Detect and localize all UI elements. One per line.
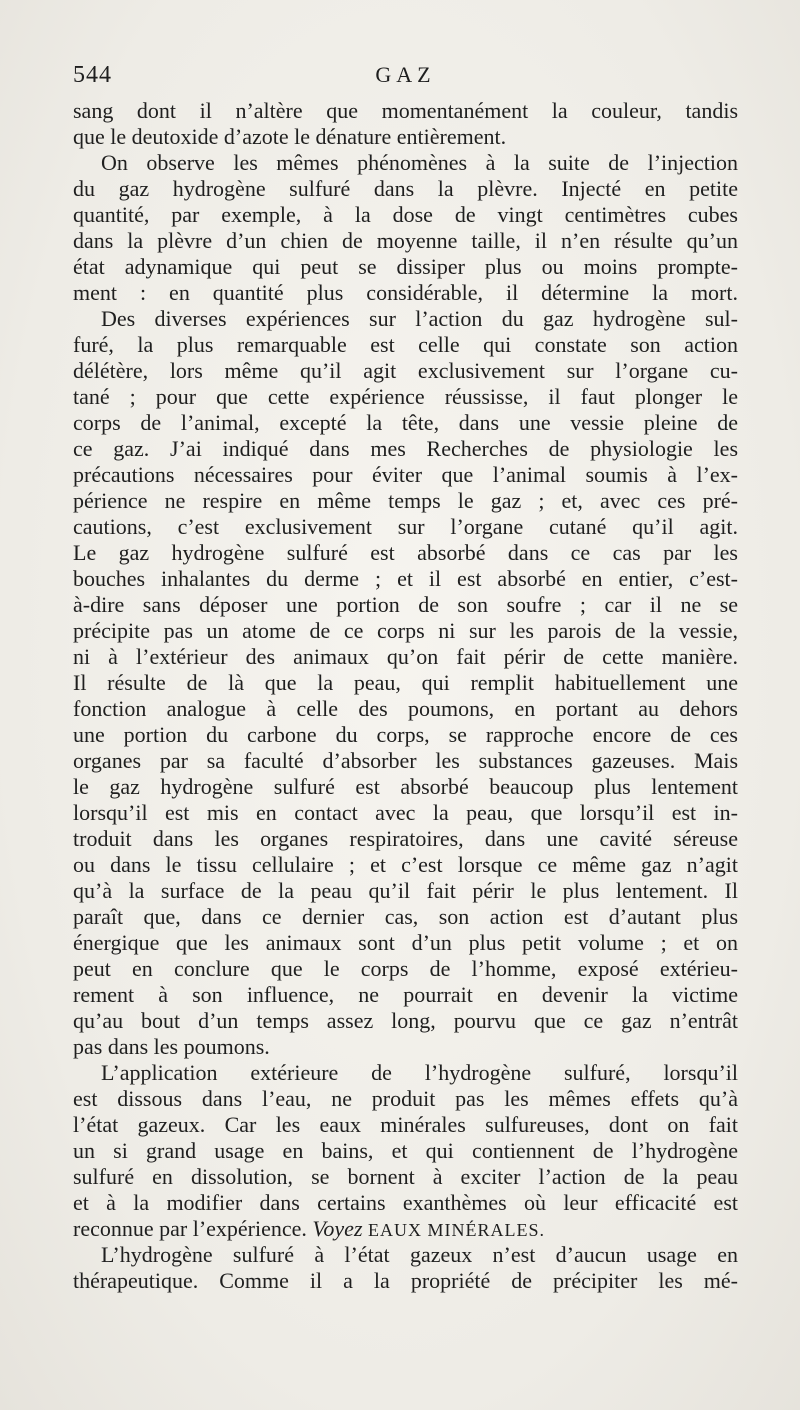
- text-line: ni à l’extérieur des animaux qu’on fait périr de cette manière.: [73, 644, 738, 669]
- text-line: état adynamique qui peut se dissiper plus ou moins prompte-: [73, 254, 738, 279]
- text-line: l’état gazeux. Car les eaux minérales sulfureuses, dont on fait: [73, 1112, 738, 1137]
- voyez-italic: Voyez: [312, 1216, 363, 1241]
- paragraph-first-line: Des diverses expériences sur l’action du gaz hydrogène sul-: [101, 306, 738, 331]
- text-line: peut en conclure que le corps de l’homme, exposé extérieu-: [73, 956, 738, 981]
- text-line: fonction analogue à celle des poumons, en portant au dehors: [73, 696, 738, 721]
- text-line: tané ; pour que cette expérience réussisse, il faut plonger le: [73, 384, 738, 409]
- text-line: cautions, c’est exclusivement sur l’organe cutané qu’il agit.: [73, 514, 738, 539]
- text-line: ce gaz. J’ai indiqué dans mes Recherches de physiologie les: [73, 436, 738, 461]
- body-text: [73, 98, 738, 1294]
- text-line: Il résulte de là que la peau, qui remplit habituellement une: [73, 670, 738, 695]
- text-segment: reconnue par l’expérience.: [73, 1216, 307, 1241]
- text-line: que le deutoxide d’azote le dénature entièrement.: [73, 124, 507, 149]
- text-line: Le gaz hydrogène sulfuré est absorbé dans ce cas par les: [73, 540, 738, 565]
- text-line: un si grand usage en bains, et qui contiennent de l’hydrogène: [73, 1138, 738, 1163]
- text-line: périence ne respire en même temps le gaz ; et, avec ces pré-: [73, 488, 738, 513]
- paragraph-first-line: L’application extérieure de l’hydrogène sulfuré, lorsqu’il: [101, 1060, 738, 1085]
- text-line: lorsqu’il est mis en contact avec la peau, que lorsqu’il est in-: [73, 800, 738, 825]
- text-line: à-dire sans déposer une portion de son soufre ; car il ne se: [73, 592, 738, 617]
- text-line: sang dont il n’altère que momentanément la couleur, tandis: [73, 98, 738, 123]
- text-line: et à la modifier dans certains exanthèmes où leur efficacité est: [73, 1190, 738, 1215]
- paragraph-first-line: L’hydrogène sulfuré à l’état gazeux n’est d’aucun usage en: [101, 1242, 738, 1267]
- text-line: qu’au bout d’un temps assez long, pourvu que ce gaz n’entrât: [73, 1008, 738, 1033]
- text-line: précautions nécessaires pour éviter que l’animal soumis à l’ex-: [73, 462, 738, 487]
- text-line: une portion du carbone du corps, se rapproche encore de ces: [73, 722, 738, 747]
- paragraph-first-line: On observe les mêmes phénomènes à la suite de l’injection: [101, 150, 738, 175]
- text-line: est dissous dans l’eau, ne produit pas les mêmes effets qu’à: [73, 1086, 738, 1111]
- text-line: du gaz hydrogène sulfuré dans la plèvre. Injecté en petite: [73, 176, 738, 201]
- text-line: bouches inhalantes du derme ; et il est absorbé en entier, c’est-: [73, 566, 738, 591]
- text-line: énergique que les animaux sont d’un plus petit volume ; et on: [73, 930, 738, 955]
- text-line: sulfuré en dissolution, se bornent à exciter l’action de la peau: [73, 1164, 738, 1189]
- text-line: le gaz hydrogène sulfuré est absorbé beaucoup plus lentement: [73, 774, 738, 799]
- text-line: quantité, par exemple, à la dose de vingt centimètres cubes: [73, 202, 738, 227]
- text-line: rement à son influence, ne pourrait en devenir la victime: [73, 982, 738, 1007]
- text-line: ou dans le tissu cellulaire ; et c’est lorsque ce même gaz n’agit: [73, 852, 738, 877]
- cross-reference-link: EAUX MINÉRALES.: [368, 1220, 546, 1240]
- page-header: [73, 62, 738, 96]
- text-line: troduit dans les organes respiratoires, dans une cavité séreuse: [73, 826, 738, 851]
- text-line: qu’à la surface de la peau qu’il fait périr le plus lentement. Il: [73, 878, 738, 903]
- text-line: précipite pas un atome de ce corps ni sur les parois de la vessie,: [73, 618, 738, 643]
- text-line: pas dans les poumons.: [73, 1034, 270, 1059]
- text-line: dans la plèvre d’un chien de moyenne taille, il n’en résulte qu’un: [73, 228, 738, 253]
- running-title: GAZ: [375, 62, 436, 87]
- text-line: paraît que, dans ce dernier cas, son action est d’autant plus: [73, 904, 738, 929]
- text-line: corps de l’animal, excepté la tête, dans une vessie pleine de: [73, 410, 738, 435]
- text-line-with-crossref: [73, 1216, 738, 1242]
- text-line: furé, la plus remarquable est celle qui constate son action: [73, 332, 738, 357]
- text-line: organes par sa faculté d’absorber les substances gazeuses. Mais: [73, 748, 738, 773]
- page-number: 544: [73, 62, 112, 88]
- text-line: ment : en quantité plus considérable, il détermine la mort.: [73, 280, 738, 305]
- text-line: thérapeutique. Comme il a la propriété de précipiter les mé-: [73, 1268, 738, 1293]
- text-line: délétère, lors même qu’il agit exclusivement sur l’organe cu-: [73, 358, 738, 383]
